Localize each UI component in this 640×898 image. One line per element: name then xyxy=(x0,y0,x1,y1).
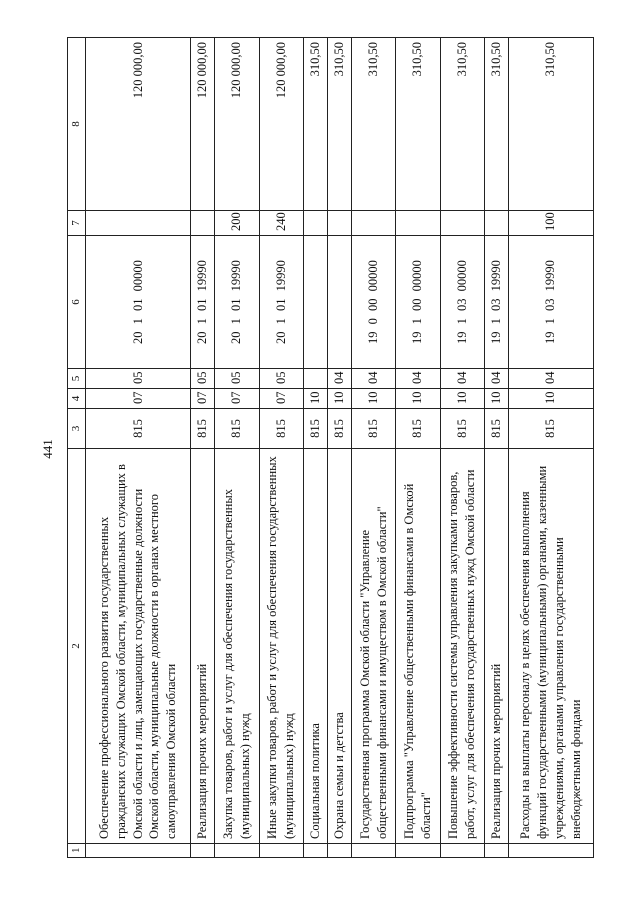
table-row xyxy=(215,38,259,858)
row-expense-type-cell xyxy=(440,211,484,236)
table-row xyxy=(508,38,593,858)
row-expense-type-cell xyxy=(484,211,508,236)
row-section-cell: 10 xyxy=(508,389,593,409)
target-subprogram-code: 1 xyxy=(454,318,469,325)
row-grbs-cell: 815 xyxy=(396,409,440,449)
row-section-cell: 07 xyxy=(259,389,303,409)
row-sum-cell: 310,50 xyxy=(440,38,484,211)
target-program-code: 20 xyxy=(229,331,244,344)
row-name-cell: Повышение эффективности системы управления закупками товаров, работ, услуг для обеспечения государственных нужд Омской области xyxy=(440,449,484,844)
target-event-code: 01 xyxy=(229,298,244,311)
row-target-article-cell xyxy=(396,236,440,369)
target-direction-code: 19990 xyxy=(273,260,288,292)
row-name-cell: Реализация прочих мероприятий xyxy=(484,449,508,844)
row-subsection-cell: 04 xyxy=(351,369,395,389)
row-grbs-cell: 815 xyxy=(303,409,327,449)
row-expense-type-cell xyxy=(191,211,215,236)
budget-table xyxy=(67,37,594,858)
row-name-cell: Закупка товаров, работ и услуг для обеспечения государственных (муниципальных) нужд xyxy=(215,449,259,844)
row-sum-cell: 310,50 xyxy=(303,38,327,211)
target-program-code: 19 xyxy=(543,331,558,344)
header-col-2: 2 xyxy=(68,449,86,844)
row-grbs-cell: 815 xyxy=(351,409,395,449)
target-event-code: 03 xyxy=(454,298,469,311)
row-grbs-cell: 815 xyxy=(215,409,259,449)
row-section-cell: 10 xyxy=(396,389,440,409)
row-number-cell xyxy=(215,844,259,858)
row-name-cell: Расходы на выплаты персоналу в целях обеспечения выполнения функций государственными (муниципальными) органами, казенными учреждениями, органами управления государственными внебюджетными фондами xyxy=(508,449,593,844)
target-program-code: 20 xyxy=(195,331,210,344)
target-event-code: 01 xyxy=(273,298,288,311)
target-subprogram-code: 1 xyxy=(229,318,244,325)
target-program-code: 20 xyxy=(273,331,288,344)
row-expense-type-cell: 100 xyxy=(508,211,593,236)
row-section-cell: 10 xyxy=(440,389,484,409)
row-sum-cell: 120 000,00 xyxy=(215,38,259,211)
row-target-article-cell xyxy=(215,236,259,369)
table-row xyxy=(327,38,351,858)
row-section-cell: 07 xyxy=(215,389,259,409)
row-number-cell xyxy=(440,844,484,858)
row-subsection-cell: 05 xyxy=(215,369,259,389)
row-subsection-cell: 04 xyxy=(508,369,593,389)
row-sum-cell: 310,50 xyxy=(396,38,440,211)
row-subsection-cell: 04 xyxy=(327,369,351,389)
header-row xyxy=(68,38,86,858)
row-target-article-cell xyxy=(327,236,351,369)
target-direction-code: 00000 xyxy=(130,260,145,292)
row-grbs-cell: 815 xyxy=(191,409,215,449)
row-target-article-cell xyxy=(508,236,593,369)
row-sum-cell: 120 000,00 xyxy=(259,38,303,211)
row-number-cell xyxy=(259,844,303,858)
row-grbs-cell: 815 xyxy=(508,409,593,449)
target-event-code: 01 xyxy=(130,298,145,311)
row-section-cell: 10 xyxy=(303,389,327,409)
row-sum-cell: 310,50 xyxy=(508,38,593,211)
table-row xyxy=(351,38,395,858)
target-program-code: 19 xyxy=(366,331,381,344)
target-event-code: 00 xyxy=(410,298,425,311)
row-number-cell xyxy=(327,844,351,858)
target-program-code: 19 xyxy=(410,331,425,344)
row-number-cell xyxy=(396,844,440,858)
target-program-code: 20 xyxy=(130,331,145,344)
target-subprogram-code: 1 xyxy=(273,318,288,325)
target-direction-code: 00000 xyxy=(366,260,381,292)
row-subsection-cell: 05 xyxy=(85,369,190,389)
row-subsection-cell: 05 xyxy=(259,369,303,389)
table-row xyxy=(484,38,508,858)
row-expense-type-cell: 200 xyxy=(215,211,259,236)
row-number-cell xyxy=(191,844,215,858)
row-sum-cell: 310,50 xyxy=(327,38,351,211)
row-subsection-cell: 04 xyxy=(484,369,508,389)
row-expense-type-cell xyxy=(396,211,440,236)
row-name-cell: Иные закупки товаров, работ и услуг для обеспечения государственных (муниципальных) нужд xyxy=(259,449,303,844)
row-expense-type-cell: 240 xyxy=(259,211,303,236)
page-number: 441 xyxy=(40,439,55,459)
row-section-cell: 07 xyxy=(85,389,190,409)
row-expense-type-cell xyxy=(327,211,351,236)
target-event-code: 01 xyxy=(195,298,210,311)
header-col-7: 7 xyxy=(68,211,86,236)
target-event-code: 03 xyxy=(488,298,503,311)
row-sum-cell: 120 000,00 xyxy=(191,38,215,211)
row-target-article-cell xyxy=(303,236,327,369)
row-section-cell: 10 xyxy=(327,389,351,409)
table-row xyxy=(85,38,190,858)
row-grbs-cell: 815 xyxy=(85,409,190,449)
row-name-cell: Государственная программа Омской области "Управление общественными финансами и имуществом в Омской области" xyxy=(351,449,395,844)
row-number-cell xyxy=(85,844,190,858)
table-row xyxy=(259,38,303,858)
table-body xyxy=(85,38,593,858)
target-subprogram-code: 1 xyxy=(488,318,503,325)
row-section-cell: 10 xyxy=(351,389,395,409)
table-row xyxy=(303,38,327,858)
target-subprogram-code: 1 xyxy=(130,318,145,325)
target-direction-code: 19990 xyxy=(488,260,503,292)
table-row xyxy=(440,38,484,858)
row-grbs-cell: 815 xyxy=(327,409,351,449)
budget-table-sheet xyxy=(67,38,594,858)
row-number-cell xyxy=(508,844,593,858)
row-sum-cell: 120 000,00 xyxy=(85,38,190,211)
row-sum-cell: 310,50 xyxy=(351,38,395,211)
row-section-cell: 07 xyxy=(191,389,215,409)
row-grbs-cell: 815 xyxy=(484,409,508,449)
row-subsection-cell xyxy=(303,369,327,389)
target-subprogram-code: 1 xyxy=(543,318,558,325)
row-expense-type-cell xyxy=(303,211,327,236)
target-subprogram-code: 0 xyxy=(366,318,381,325)
row-grbs-cell: 815 xyxy=(259,409,303,449)
target-direction-code: 00000 xyxy=(454,260,469,292)
target-program-code: 19 xyxy=(454,331,469,344)
target-event-code: 03 xyxy=(543,298,558,311)
row-number-cell xyxy=(484,844,508,858)
row-name-cell: Реализация прочих мероприятий xyxy=(191,449,215,844)
row-target-article-cell xyxy=(440,236,484,369)
header-col-8: 8 xyxy=(68,38,86,211)
header-col-6: 6 xyxy=(68,236,86,369)
row-expense-type-cell xyxy=(85,211,190,236)
row-name-cell: Охрана семьи и детства xyxy=(327,449,351,844)
target-event-code: 00 xyxy=(366,298,381,311)
header-col-4: 4 xyxy=(68,389,86,409)
row-target-article-cell xyxy=(85,236,190,369)
row-name-cell: Обеспечение профессионального развития государственных гражданских служащих Омской области, муниципальных служащих в Омской области и лиц, замещающих государственные должности Омской области, муниципальные должности в органах местного самоуправления Омской области xyxy=(85,449,190,844)
row-target-article-cell xyxy=(191,236,215,369)
row-number-cell xyxy=(351,844,395,858)
row-grbs-cell: 815 xyxy=(440,409,484,449)
target-subprogram-code: 1 xyxy=(195,318,210,325)
row-name-cell: Подпрограмма "Управление общественными финансами в Омской области" xyxy=(396,449,440,844)
header-col-5: 5 xyxy=(68,369,86,389)
row-section-cell: 10 xyxy=(484,389,508,409)
target-subprogram-code: 1 xyxy=(410,318,425,325)
row-target-article-cell xyxy=(259,236,303,369)
target-direction-code: 00000 xyxy=(410,260,425,292)
target-direction-code: 19990 xyxy=(229,260,244,292)
row-number-cell xyxy=(303,844,327,858)
row-subsection-cell: 04 xyxy=(440,369,484,389)
target-direction-code: 19990 xyxy=(543,260,558,292)
row-subsection-cell: 05 xyxy=(191,369,215,389)
row-name-cell: Социальная политика xyxy=(303,449,327,844)
table-row xyxy=(396,38,440,858)
row-target-article-cell xyxy=(484,236,508,369)
header-col-3: 3 xyxy=(68,409,86,449)
row-sum-cell: 310,50 xyxy=(484,38,508,211)
row-expense-type-cell xyxy=(351,211,395,236)
row-target-article-cell xyxy=(351,236,395,369)
table-row xyxy=(191,38,215,858)
row-subsection-cell: 04 xyxy=(396,369,440,389)
target-program-code: 19 xyxy=(488,331,503,344)
header-col-1: 1 xyxy=(68,844,86,858)
target-direction-code: 19990 xyxy=(195,260,210,292)
